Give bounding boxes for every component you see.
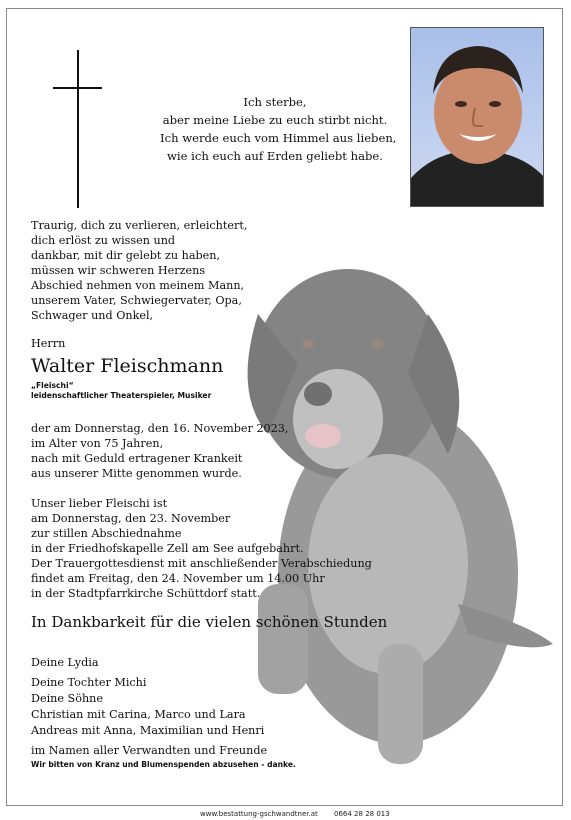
intro-paragraph — [31, 218, 371, 323]
mourner-daughter: Deine Tochter Michi — [31, 676, 147, 689]
death-line: aus unserer Mitte genommen wurde. — [31, 467, 242, 480]
funeral-line: in der Friedhofskapelle Zell am See aufgebahrt. — [31, 542, 304, 555]
mourners-signature — [31, 655, 371, 771]
portrait-photo — [410, 27, 544, 207]
mourner-sons-line: Andreas mit Anna, Maximilian und Henri — [31, 724, 265, 737]
intro-line: Schwager und Onkel, — [31, 309, 154, 322]
footer-phone: 0664 28 28 013 — [334, 810, 390, 818]
nickname: „Fleischi“ — [31, 381, 74, 390]
intro-line: müssen wir schweren Herzens — [31, 264, 206, 277]
occupation: leidenschaftlicher Theaterspieler, Musiker — [31, 391, 212, 400]
quote-line: aber meine Liebe zu euch stirbt nicht. — [162, 113, 388, 127]
footer-website[interactable]: www.bestattung-gschwandtner.at — [200, 810, 318, 818]
intro-line: dich erlöst zu wissen und — [31, 234, 176, 247]
mourner-wife: Deine Lydia — [31, 656, 99, 669]
death-line: der am Donnerstag, den 16. November 2023, — [31, 422, 289, 435]
intro-line: Traurig, dich zu verlieren, erleichtert, — [31, 219, 248, 232]
funeral-line: in der Stadtpfarrkirche Schüttdorf statt. — [31, 587, 261, 600]
funeral-line: Unser lieber Fleischi ist — [31, 497, 168, 510]
intro-line: dankbar, mit dir gelebt zu haben, — [31, 249, 221, 262]
quote-line: Ich sterbe, — [243, 95, 307, 109]
intro-line: Abschied nehmen von meinem Mann, — [31, 279, 245, 292]
cross-icon — [77, 50, 79, 208]
footer — [200, 810, 404, 818]
funeral-line: am Donnerstag, den 23. November — [31, 512, 231, 525]
flower-request: Wir bitten von Kranz und Blumenspenden abzusehen - danke. — [31, 760, 296, 769]
obituary-text — [31, 218, 388, 771]
funeral-details — [31, 496, 371, 601]
mourner-sons-heading: Deine Söhne — [31, 692, 103, 705]
deceased-name: Walter Fleischmann — [31, 355, 224, 377]
funeral-line: findet am Freitag, den 24. November um 14.00 Uhr — [31, 572, 325, 585]
farewell-quote — [160, 93, 397, 165]
death-line: nach mit Geduld ertragener Krankeit — [31, 452, 243, 465]
mourner-relatives: im Namen aller Verwandten und Freunde — [31, 744, 268, 757]
cross-icon-bar — [53, 87, 102, 89]
quote-line: wie ich euch auf Erden geliebt habe. — [167, 149, 383, 163]
death-line: im Alter von 75 Jahren, — [31, 437, 164, 450]
funeral-line: Der Trauergottesdienst mit anschließender Verabschiedung — [31, 557, 372, 570]
gratitude-heading: In Dankbarkeit für die vielen schönen Stunden — [31, 613, 388, 631]
funeral-line: zur stillen Abschiednahme — [31, 527, 182, 540]
salutation: Herrn — [31, 337, 66, 350]
quote-line: Ich werde euch vom Himmel aus lieben, — [160, 131, 397, 145]
intro-line: unserem Vater, Schwiegervater, Opa, — [31, 294, 242, 307]
death-details — [31, 421, 371, 481]
mourner-sons-line: Christian mit Carina, Marco und Lara — [31, 708, 246, 721]
